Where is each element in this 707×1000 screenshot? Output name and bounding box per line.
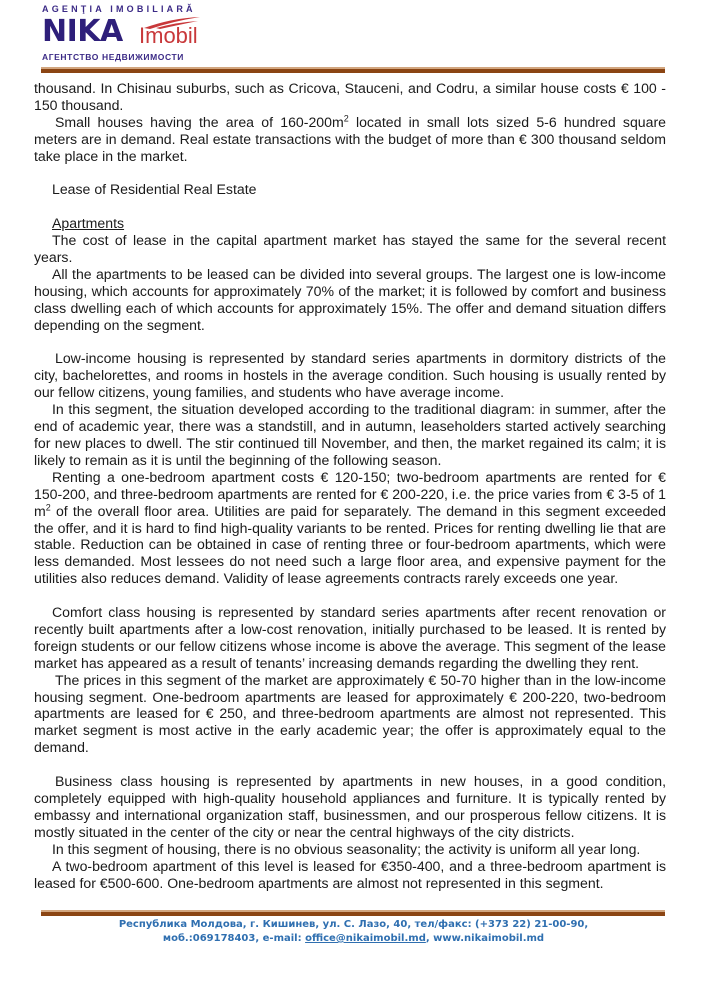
paragraph: All the apartments to be leased can be divided into several groups. The largest one is low-income housing, which accounts for approximately 70% of the market; it is followed by comfort and business class dwelling each of which accounts for approximately 15%. The offer and demand situation differs depending on the segment. xyxy=(34,265,666,333)
paragraph: In this segment, the situation developed according to the traditional diagram: in summer, after the end of academic year, there was a standstill, and in autumn, leaseholders started actively searching for new places to dwell. The stir continued till November, and then, the market regained its calm; it is likely to remain as it is until the beginning of the following season. xyxy=(34,401,666,468)
text-run: Renting a one-bedroom apartment costs € 120-150; two-bedroom apartments are rented for € 150-200, and three-bedroom apartments are rented for € 200-220, i.e. the price varies from € 3-5 of 1 m xyxy=(34,468,666,519)
paragraph: The cost of lease in the capital apartment market has stayed the same for the several recent years. xyxy=(34,232,666,266)
logo-brand: NIKA xyxy=(42,14,123,49)
paragraph: In this segment of housing, there is no obvious seasonality; the activity is uniform all year long. xyxy=(52,840,641,857)
footer-contacts xyxy=(0,918,707,946)
superscript: 2 xyxy=(45,501,51,512)
paragraph xyxy=(34,114,666,165)
footer-phone: моб.:069178403, e-mail: xyxy=(162,933,306,944)
text-run: Small houses having the area of 160-200m xyxy=(55,113,344,130)
paragraph: Business class housing is represented by apartments in new houses, in a good condition, completely equipped with high-quality household appliances and furniture. It is typically rented by embassy and international organization staff, businessmen, and our prosperous fellow citizens. It is mostly situated in the center of the city or near the central highways of the city districts. xyxy=(34,773,666,840)
website-link[interactable]: www.nikaimobil.md xyxy=(433,933,545,944)
footer-contact-line xyxy=(0,932,707,946)
subsection-heading-text: Apartments xyxy=(52,215,125,232)
paragraph: The prices in this segment of the market are approximately € 50-70 higher than in the low-income housing segment. One-bedroom apartments are leased for approximately € 200-220, two-bedroom apartments are leased for € 250, and three-bedroom apartments are almost not represented. This market segment is most active in the early academic year; the offer is approximately equal to the demand. xyxy=(34,671,666,756)
paragraph: thousand. In Chisinau suburbs, such as Cricova, Stauceni, and Codru, a similar house costs € 100 - 150 thousand. xyxy=(34,80,666,113)
paragraph xyxy=(34,469,666,587)
paragraph: Comfort class housing is represented by standard series apartments after recent renovation or recently built apartments after a low-cost renovation, initially purchased to be leased. It is rented by foreign students or our fellow citizens whose income is above the average. This segment of the lease market has appeared as a result of tenants’ increasing demands regarding the dwelling they rent. xyxy=(34,604,666,671)
footer-divider xyxy=(41,910,665,916)
separator: , xyxy=(425,933,434,944)
email-link[interactable]: office@nikaimobil.md xyxy=(305,933,426,944)
logo-tagline-ro: AGENŢIA IMOBILIARĂ xyxy=(42,4,196,14)
logo-tagline-ru: АГЕНТСТВО НЕДВИЖИМОСТИ xyxy=(42,52,184,62)
text-run: located in small lots sized 5-6 hundred square meters are in demand. Real estate transactions with the budget of more than € 300 thousand seldom take place in the market. xyxy=(34,113,666,164)
subsection-heading xyxy=(34,215,666,232)
document-body xyxy=(34,80,666,891)
company-logo xyxy=(42,4,222,66)
logo-brand-suffix: Imobil xyxy=(139,23,198,48)
text-run: of the overall floor area. Utilities are paid for separately. The demand in this segment exceeded the offer, and it is hard to find high-quality variants to be rented. Prices for renting dwelling lie that are stable. Reduction can be obtained in case of renting three or four-bedroom apartments, which were less demanded. Most lessees do not need such a large floor area, and expensive payment for the utilities also reduces demand. Validity of lease agreements contracts rarely exceeds one year. xyxy=(34,502,666,587)
superscript: 2 xyxy=(343,113,349,124)
footer-address: Республика Молдова, г. Кишинев, ул. С. Лазо, 40, тел/факс: (+373 22) 21-00-90, xyxy=(118,919,589,930)
paragraph: A two-bedroom apartment of this level is leased for €350-400, and a three-bedroom apartment is leased for €500-600. One-bedroom apartments are almost not represented in this segment. xyxy=(34,857,666,891)
section-heading: Lease of Residential Real Estate xyxy=(52,181,257,198)
paragraph: Low-income housing is represented by standard series apartments in dormitory districts of the city, bachelorettes, and rooms in hostels in the average condition. Such housing is usually rented by our fellow citizens, young families, and students who have average income. xyxy=(34,350,666,401)
header-divider xyxy=(41,67,665,73)
